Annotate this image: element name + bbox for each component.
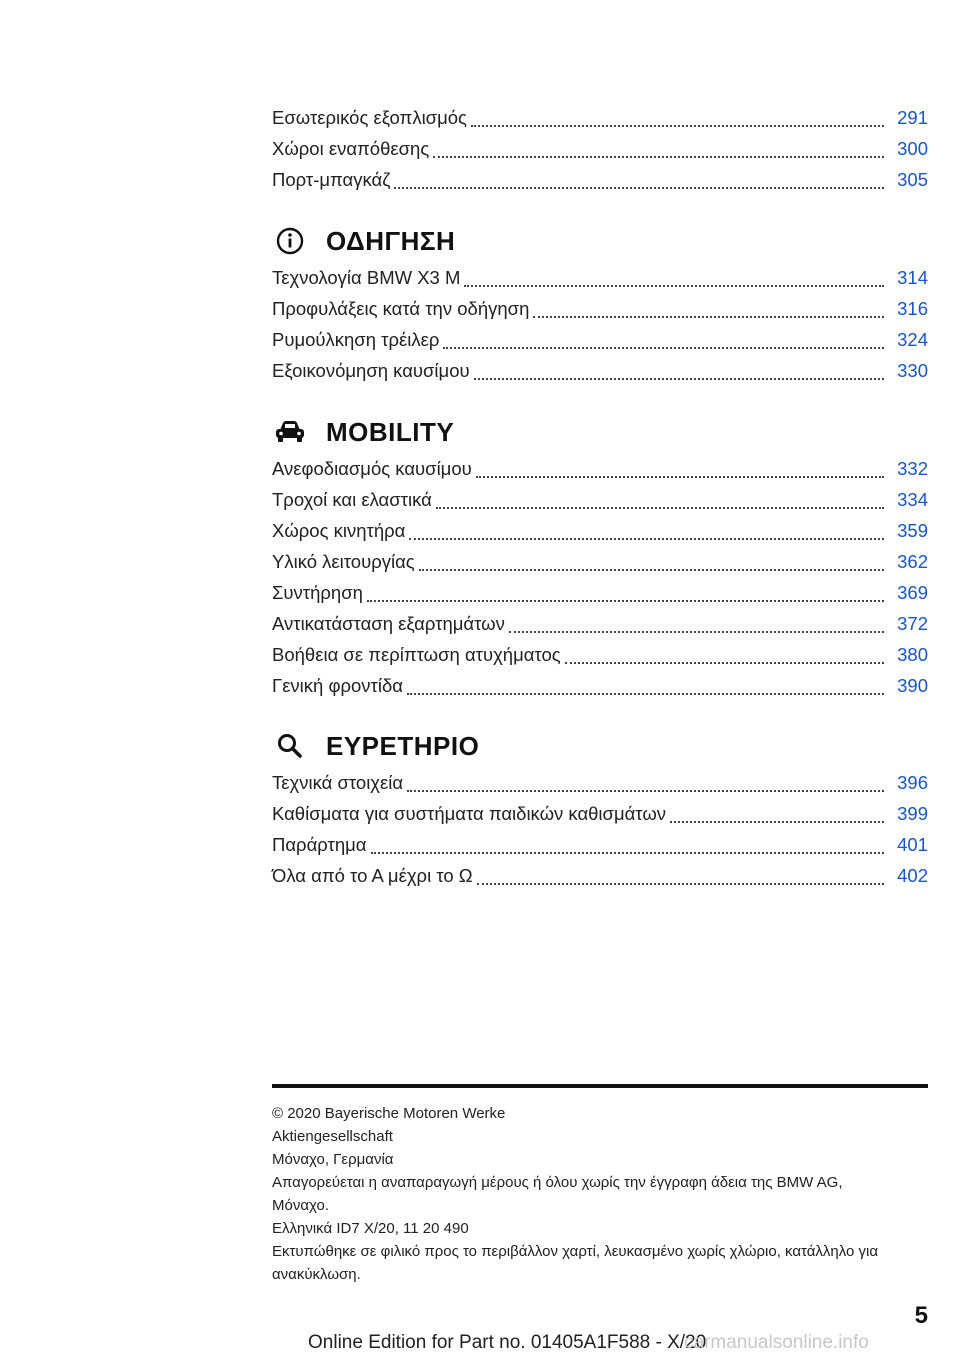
divider [272, 1084, 928, 1088]
toc-entry-title: Τεχνολογία BMW X3 M [272, 267, 461, 288]
toc-entry[interactable] [272, 860, 928, 891]
toc-entry-title: Προφυλάξεις κατά την οδήγηση [272, 298, 530, 319]
toc-entry-page[interactable]: 401 [897, 834, 928, 855]
toc-entry-page[interactable]: 291 [897, 107, 928, 128]
leader-dots [477, 883, 884, 885]
imprint-line: ανακύκλωση. [272, 1266, 361, 1283]
toc-entry-title: Πορτ-μπαγκάζ [272, 169, 391, 190]
section-title: MOBILITY [326, 416, 455, 447]
toc-entry-page[interactable]: 399 [897, 803, 928, 824]
toc-entry-title: Τροχοί και ελαστικά [272, 489, 432, 510]
toc-entry-title: Εξοικονόμηση καυσίμου [272, 360, 470, 381]
toc-entry[interactable] [272, 484, 928, 515]
imprint-line: Μόναχο, Γερμανία [272, 1151, 394, 1168]
leader-dots [371, 852, 885, 854]
section-title: ΟΔΗΓΗΣΗ [326, 225, 456, 256]
toc-entry[interactable] [272, 102, 928, 133]
toc-entry-page[interactable]: 402 [897, 865, 928, 886]
watermark: carmanualsonline.info [684, 1332, 869, 1353]
footer-edition: Online Edition for Part no. 01405A1F588 - X/20 [308, 1332, 707, 1353]
leader-dots [407, 693, 884, 695]
toc-entry[interactable] [272, 670, 928, 701]
leader-dots [409, 538, 884, 540]
toc-entry-page[interactable]: 300 [897, 138, 928, 159]
section-header-mobility [272, 412, 454, 452]
toc-entry-page[interactable]: 332 [897, 458, 928, 479]
toc-entry[interactable] [272, 453, 928, 484]
leader-dots [367, 600, 884, 602]
toc-entry-title: Ανεφοδιασμός καυσίμου [272, 458, 472, 479]
leader-dots [436, 507, 884, 509]
toc-entry-page[interactable]: 305 [897, 169, 928, 190]
toc-entry-page[interactable]: 324 [897, 329, 928, 350]
toc-entry[interactable] [272, 355, 928, 386]
toc-entry-page[interactable]: 359 [897, 520, 928, 541]
toc-entry[interactable] [272, 324, 928, 355]
toc-entry[interactable] [272, 577, 928, 608]
toc-entry-page[interactable]: 316 [897, 298, 928, 319]
toc-entry[interactable] [272, 293, 928, 324]
imprint-line: Εκτυπώθηκε σε φιλικό προς το περιβάλλον χαρτί, λευκασμένο χωρίς χλώριο, κατάλληλο για [272, 1243, 879, 1260]
toc-entry[interactable] [272, 515, 928, 546]
leader-dots [476, 476, 884, 478]
imprint-line: Aktiengesellschaft [272, 1128, 393, 1145]
leader-dots [509, 631, 884, 633]
leader-dots [670, 821, 884, 823]
leader-dots [394, 187, 884, 189]
leader-dots [433, 156, 884, 158]
toc-entry[interactable] [272, 798, 928, 829]
toc-entry-title: Βοήθεια σε περίπτωση ατυχήματος [272, 644, 561, 665]
imprint-line: © 2020 Bayerische Motoren Werke [272, 1105, 506, 1122]
imprint-line: Ελληνικά ID7 X/20, 11 20 490 [272, 1220, 469, 1237]
toc-entry-page[interactable]: 369 [897, 582, 928, 603]
toc-entry-title: Τεχνικά στοιχεία [272, 772, 404, 793]
toc-entry[interactable] [272, 767, 928, 798]
section-title: ΕΥΡΕΤΗΡΙΟ [326, 730, 480, 761]
toc-entry-title: Συντήρηση [272, 582, 363, 603]
toc-entry-page[interactable]: 396 [897, 772, 928, 793]
leader-dots [464, 285, 884, 287]
toc-entry-title: Χώροι εναπόθεσης [272, 138, 430, 159]
toc-entry-title: Αντικατάσταση εξαρτημάτων [272, 613, 505, 634]
info-icon [272, 223, 308, 259]
toc-entry-title: Γενική φροντίδα [272, 675, 403, 696]
leader-dots [407, 790, 884, 792]
leader-dots [533, 316, 884, 318]
toc-entry-page[interactable]: 334 [897, 489, 928, 510]
section-header-driving [272, 221, 455, 261]
toc-entry-title: Εσωτερικός εξοπλισμός [272, 107, 467, 128]
toc-index [272, 767, 928, 891]
toc-entry-page[interactable]: 314 [897, 267, 928, 288]
toc-entry[interactable] [272, 639, 928, 670]
toc-entry-title: Παράρτημα [272, 834, 367, 855]
toc-entry-title: Καθίσματα για συστήματα παιδικών καθισμάτων [272, 803, 667, 824]
toc-entry-title: Ρυμούλκηση τρέιλερ [272, 329, 440, 350]
toc-entry-page[interactable]: 362 [897, 551, 928, 572]
toc-entry-title: Υλικό λειτουργίας [272, 551, 415, 572]
section-header-index [272, 726, 479, 766]
toc-entry[interactable] [272, 133, 928, 164]
imprint-line: Απαγορεύεται η αναπαραγωγή μέρους ή όλου χωρίς την έγγραφη άδεια της BMW AG, [272, 1174, 843, 1191]
leader-dots [443, 347, 884, 349]
imprint [272, 1102, 928, 1286]
car-icon [272, 414, 308, 450]
toc-entry[interactable] [272, 829, 928, 860]
toc-driving [272, 262, 928, 386]
toc-top [272, 102, 928, 195]
toc-entry[interactable] [272, 262, 928, 293]
imprint-line: Μόναχο. [272, 1197, 329, 1214]
leader-dots [565, 662, 884, 664]
toc-entry[interactable] [272, 164, 928, 195]
toc-entry-title: Χώρος κινητήρα [272, 520, 406, 541]
leader-dots [419, 569, 884, 571]
toc-entry-title: Όλα από το Α μέχρι το Ω [272, 865, 473, 886]
leader-dots [471, 125, 884, 127]
search-icon [272, 728, 308, 764]
toc-mobility [272, 453, 928, 701]
toc-entry-page[interactable]: 390 [897, 675, 928, 696]
leader-dots [474, 378, 884, 380]
toc-entry[interactable] [272, 546, 928, 577]
toc-entry-page[interactable]: 380 [897, 644, 928, 665]
toc-entry-page[interactable]: 330 [897, 360, 928, 381]
toc-entry[interactable] [272, 608, 928, 639]
toc-entry-page[interactable]: 372 [897, 613, 928, 634]
page-number: 5 [914, 1302, 928, 1329]
